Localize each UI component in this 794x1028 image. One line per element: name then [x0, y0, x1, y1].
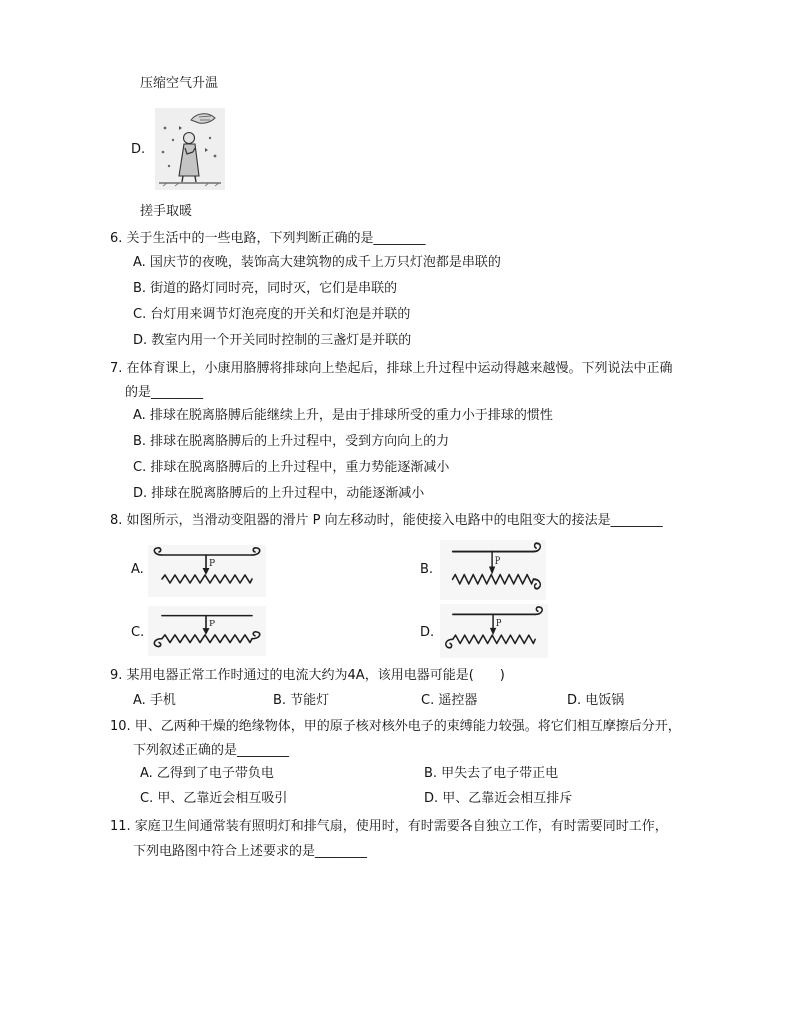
question-7-option-c: C. 排球在脱离胳膊后的上升过程中，重力势能逐渐减小 [133, 460, 450, 475]
question-7-stem: 7. 在体育课上，小康用胳膊将排球向上垫起后，排球上升过程中运动得越来越慢。下列说法中正确 [110, 361, 673, 376]
question-10-option-b: B. 甲失去了电子带正电 [424, 766, 559, 781]
slider-p-label: P [494, 555, 501, 568]
question-10-stem-continued: 下列叙述正确的是________ [133, 743, 290, 758]
option-c-caption: 压缩空气升温 [140, 76, 219, 91]
bottom-right-wire [252, 632, 260, 639]
question-6-option-d: D. 教室内用一个开关同时控制的三盏灯是并联的 [133, 333, 412, 348]
question-9-option-d: D. 电饭锅 [567, 693, 625, 708]
question-9-option-b: B. 节能灯 [273, 693, 330, 708]
person-head [184, 133, 195, 144]
question-8-option-d-label: D. [420, 625, 435, 640]
top-right-wire [252, 548, 260, 555]
question-9-option-a: A. 手机 [133, 693, 176, 708]
rheostat-diagram-b [440, 540, 546, 600]
rubbing-hands-illustration [155, 108, 225, 190]
question-8-option-a-label: A. [131, 562, 144, 577]
rheostat-diagram-c [148, 606, 266, 656]
top-left-wire [154, 548, 162, 555]
question-7-stem-continued: 的是________ [125, 385, 204, 400]
question-8-option-b-label: B. [420, 562, 434, 577]
question-7-option-a: A. 排球在脱离胳膊后能继续上升，是由于排球所受的重力小于排球的惯性 [133, 408, 553, 423]
question-10-stem: 10. 甲、乙两种干燥的绝缘物体，甲的原子核对核外电子的束缚能力较强。将它们相互摩擦后分开， [110, 719, 681, 734]
bottom-right-wire [533, 579, 540, 588]
question-7-option-b: B. 排球在脱离胳膊后的上升过程中，受到方向向上的力 [133, 434, 450, 449]
question-6-option-c: C. 台灯用来调节灯泡亮度的开关和灯泡是并联的 [133, 307, 411, 322]
option-d-caption: 搓手取暖 [140, 204, 193, 219]
question-8-option-c-label: C. [131, 625, 145, 640]
question-10-option-d: D. 甲、乙靠近会相互排斥 [424, 791, 573, 806]
question-6-stem: 6. 关于生活中的一些电路，下列判断正确的是________ [110, 231, 426, 246]
question-8-stem: 8. 如图所示，当滑动变阻器的滑片 P 向左移动时，能使接入电路中的电阻变大的接法是________ [110, 513, 663, 528]
question-10-option-c: C. 甲、乙靠近会相互吸引 [140, 791, 288, 806]
top-right-wire [535, 607, 542, 614]
option-d-label: D. [131, 142, 146, 157]
slider-p-label: P [209, 619, 216, 630]
question-11-stem: 11. 家庭卫生间通常装有照明灯和排气扇，使用时，有时需要各自独立工作，有时需要同时工作， [110, 819, 668, 834]
question-6-option-b: B. 街道的路灯同时亮，同时灭，它们是串联的 [133, 281, 398, 296]
question-9-stem: 9. 某用电器正常工作时通过的电流大约为4A，该用电器可能是( ) [110, 668, 505, 683]
rheostat-diagram-d [440, 604, 548, 658]
question-9-option-c: C. 遥控器 [421, 693, 478, 708]
slider-p-label: P [209, 559, 216, 569]
top-right-wire [533, 543, 540, 551]
question-10-option-a: A. 乙得到了电子带负电 [140, 766, 274, 781]
question-11-stem-continued: 下列电路图中符合上述要求的是________ [133, 844, 368, 859]
question-7-option-d: D. 排球在脱离胳膊后的上升过程中，动能逐渐减小 [133, 486, 425, 501]
rubbing-hands-figure [155, 108, 225, 190]
bottom-left-wire [154, 639, 162, 647]
bottom-left-wire [446, 639, 453, 647]
question-6-option-a: A. 国庆节的夜晚，装饰高大建筑物的成千上万只灯泡都是串联的 [133, 255, 501, 270]
rheostat-diagram-a [148, 545, 266, 597]
slider-p-label: P [495, 618, 502, 629]
